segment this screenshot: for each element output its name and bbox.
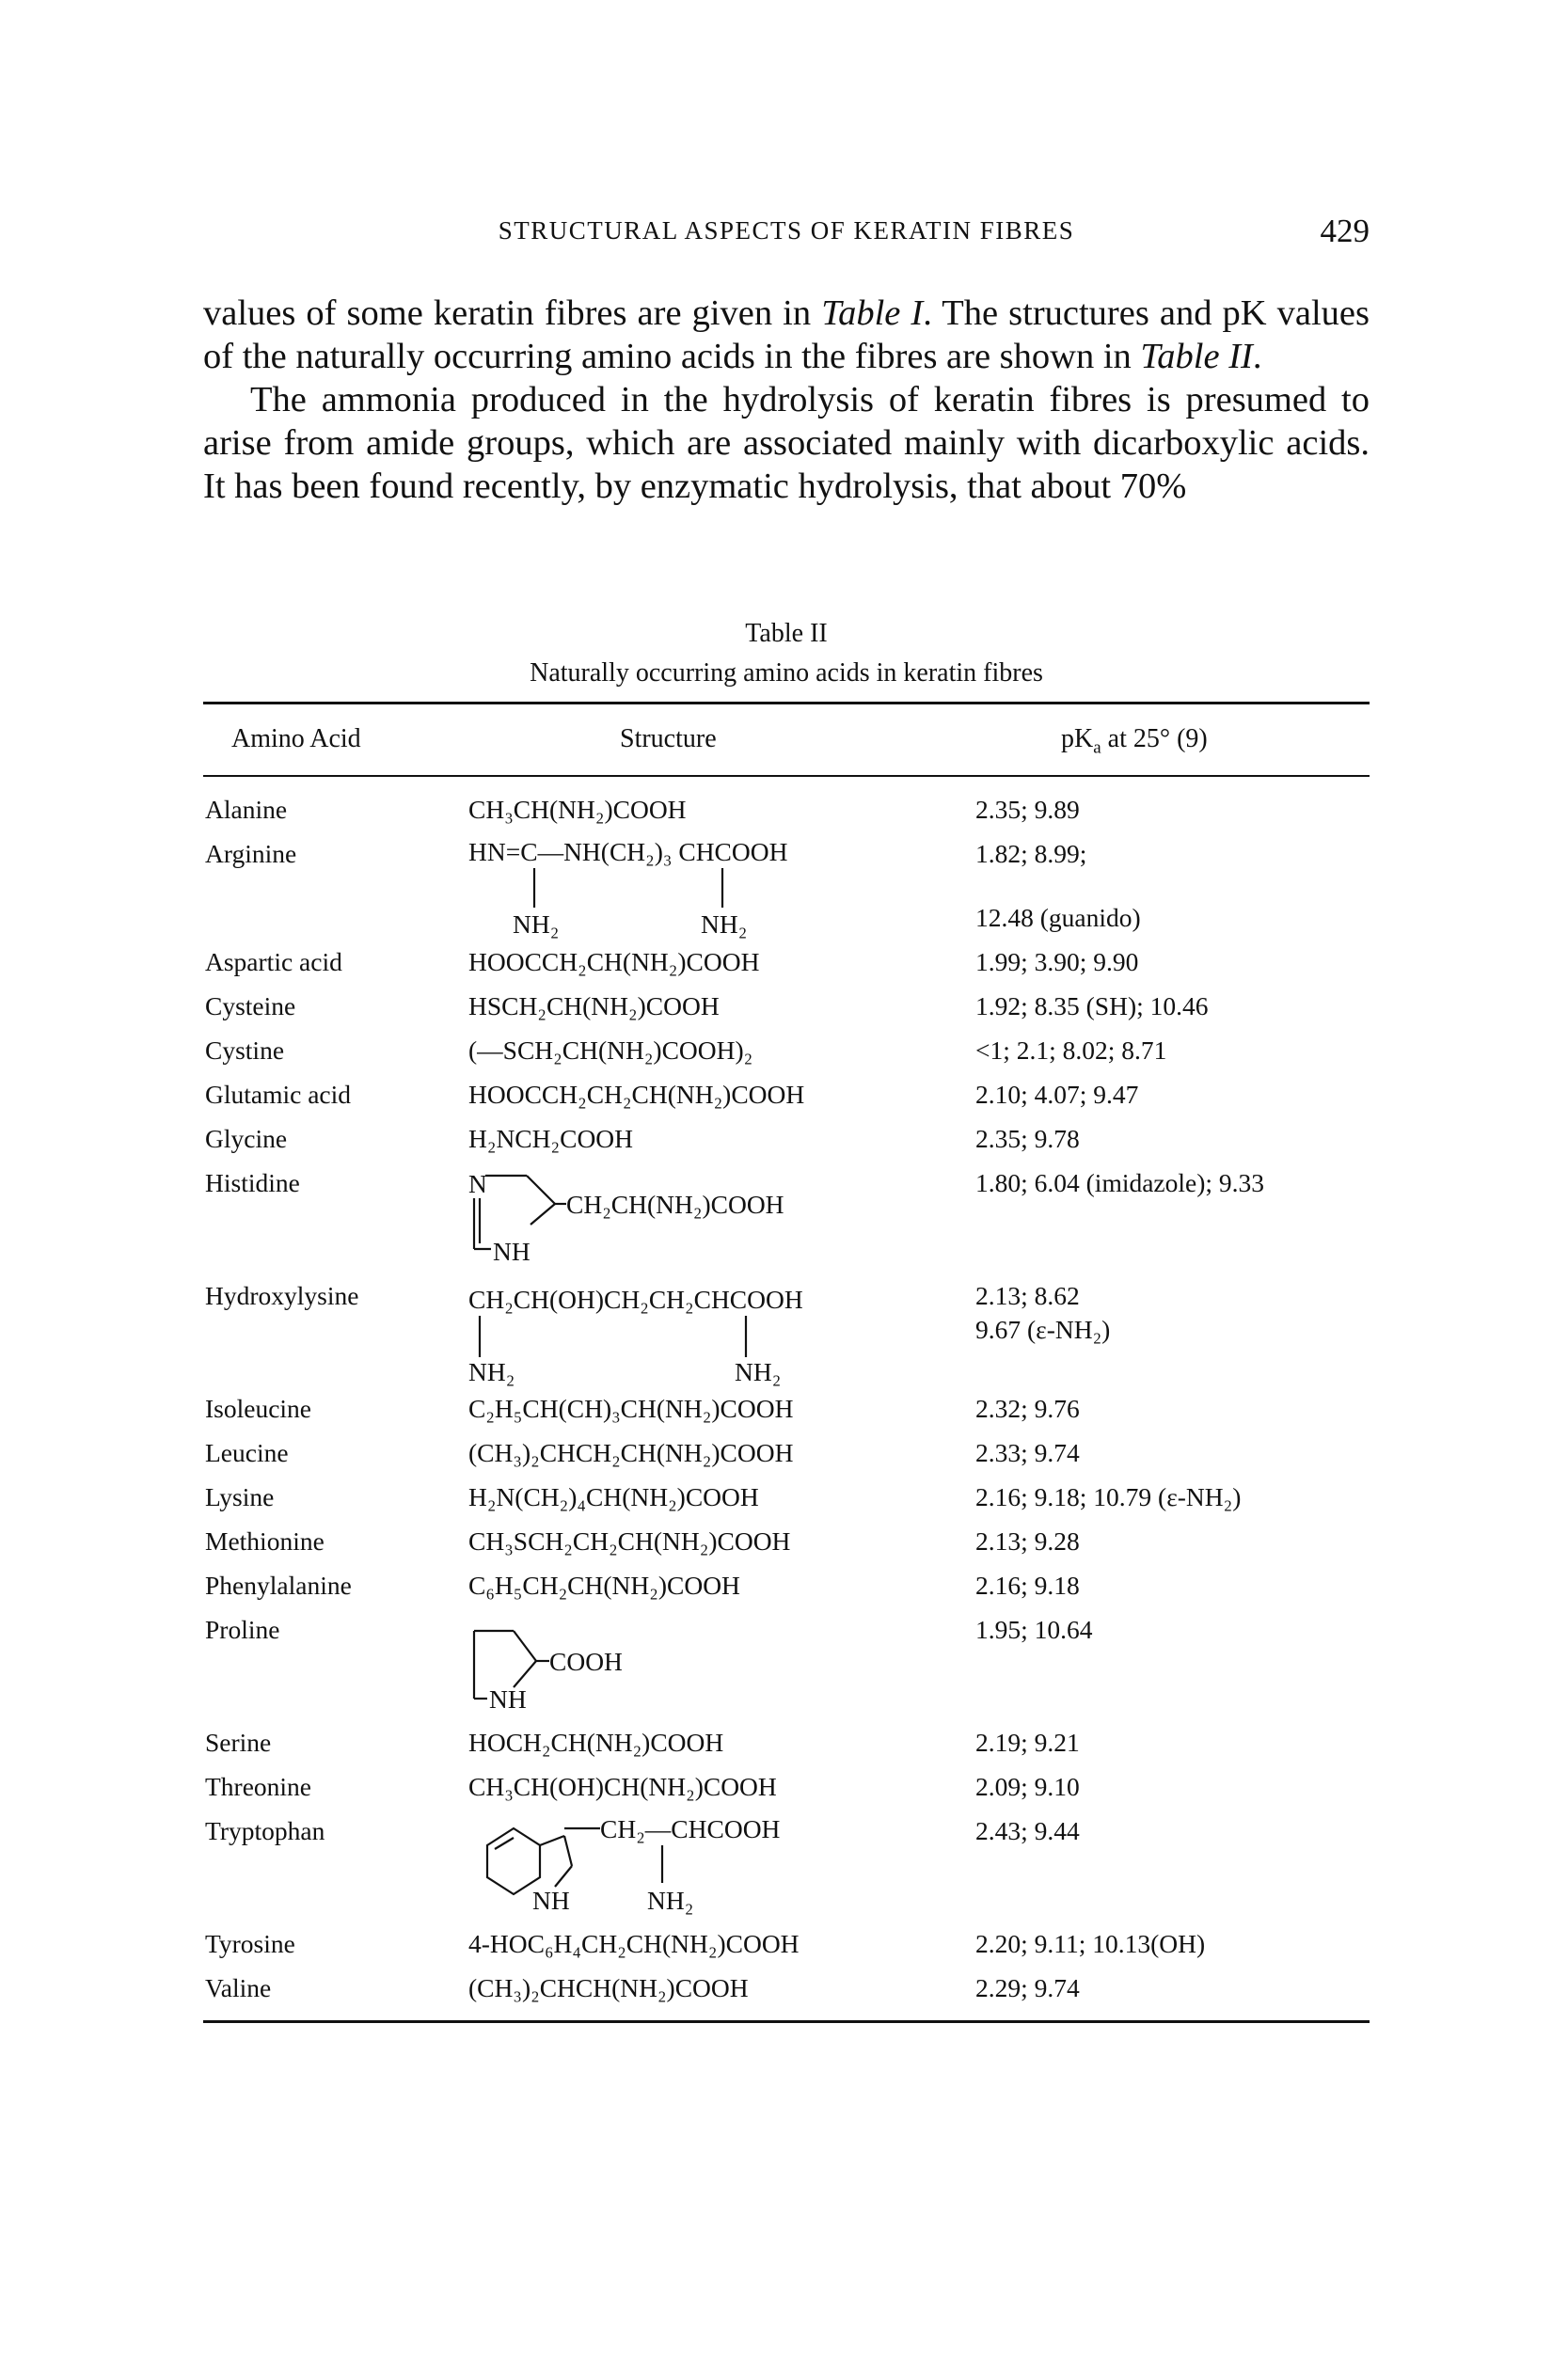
tryptophan-pyrrole-bottom [555,1866,572,1887]
structure-cell: CH₃CH(NH₂)COOH [468,795,687,824]
histidine-n: N [468,1169,487,1198]
arginine-nh2-left: NH₂ [513,909,560,939]
name-cell: Arginine [205,839,297,868]
pka-sub: a [1093,737,1101,758]
histidine-chain: CH₂CH(NH₂)COOH [566,1190,784,1219]
pka-cell: 2.20; 9.11; 10.13(OH) [975,1929,1206,1958]
structure-cell: C₂H₅CH(CH)₃CH(NH₂)COOH [468,1394,794,1423]
tryptophan-chain: CH₂—CHCOOH [600,1814,781,1843]
tryptophan-pyrrole-right [564,1836,572,1866]
name-cell: Proline [205,1615,280,1644]
hydroxylysine-nh2-right: NH₂ [735,1357,782,1386]
pka-cell: 2.33; 9.74 [975,1438,1080,1467]
name-cell: Phenylalanine [205,1571,352,1600]
proline-ring-right-a [514,1631,536,1661]
name-cell: Cysteine [205,991,296,1020]
name-cell: Valine [205,1973,272,2002]
name-cell: Alanine [205,795,288,824]
column-header-amino-acid: Amino Acid [231,724,361,753]
name-cell: Glutamic acid [205,1080,352,1109]
column-header-pka [1061,724,1208,759]
histidine-nh: NH [493,1237,531,1266]
table-ref-2: Table II [1140,337,1253,376]
tryptophan-nh2: NH₂ [647,1886,694,1915]
pka-cell: 2.32; 9.76 [975,1394,1080,1423]
name-cell: Hydroxylysine [205,1281,359,1310]
structure-cell: CH₃SCH₂CH₂CH(NH₂)COOH [468,1526,791,1556]
hydroxylysine-structure [468,1274,920,1386]
paragraph-1-text-c: . [1252,337,1262,376]
pka-cell: 2.10; 4.07; 9.47 [975,1080,1139,1109]
name-cell: Histidine [205,1168,300,1197]
pka-cell: 2.43; 9.44 [975,1816,1080,1845]
proline-structure [468,1616,751,1719]
paragraph-1 [203,292,1370,378]
pka-cell: 1.92; 8.35 (SH); 10.46 [975,991,1209,1020]
table-header-rule [203,775,1370,777]
pka-cell: 2.29; 9.74 [975,1973,1080,2002]
pka-cell: 2.16; 9.18 [975,1571,1080,1600]
pka-cell: 2.13; 9.28 [975,1526,1080,1556]
pka-cell: 2.35; 9.89 [975,795,1080,824]
pka-label: pK [1061,724,1094,753]
arginine-structure [468,832,920,939]
histidine-ring-right-a [527,1176,555,1204]
name-cell: Leucine [205,1438,289,1467]
tryptophan-structure [468,1808,920,1916]
name-cell: Cystine [205,1036,285,1065]
structure-cell: 4-HOC₆H₄CH₂CH(NH₂)COOH [468,1929,800,1958]
page-number: 429 [1320,213,1370,249]
name-cell: Tyrosine [205,1929,295,1958]
table-label: Table II [745,619,828,648]
pka-cell: 2.16; 9.18; 10.79 (ε-NH₂) [975,1482,1242,1511]
name-cell: Isoleucine [205,1394,312,1423]
paragraph-1-text-b: . The structures and pK values of the naturally occurring amino acids in the fibres are shown in [203,293,1370,376]
table-bottom-rule [203,2020,1370,2023]
structure-cell: HOOCCH₂CH(NH₂)COOH [468,947,760,976]
pka-rest: at 25° (9) [1101,724,1208,753]
pka-cell: 2.35; 9.78 [975,1124,1080,1153]
column-header-structure: Structure [620,724,717,753]
structure-cell: (CH₃)₂CHCH₂CH(NH₂)COOH [468,1438,794,1467]
name-cell: Glycine [205,1124,288,1153]
name-cell: Threonine [205,1772,312,1801]
structure-cell: CH₃CH(OH)CH(NH₂)COOH [468,1772,777,1801]
pka-cell: 2.19; 9.21 [975,1728,1080,1757]
histidine-structure [468,1166,901,1270]
proline-ring-right-b [514,1661,536,1687]
name-cell: Aspartic acid [205,947,342,976]
tryptophan-pyrrole-top [540,1836,564,1845]
arginine-formula: HN=C—NH(CH₂)₃ CHCOOH [468,837,788,866]
pka-cell: 2.13; 8.62 [975,1281,1080,1310]
tryptophan-nh: NH [532,1886,570,1915]
proline-cooh: COOH [549,1647,623,1676]
paragraph-2: The ammonia produced in the hydrolysis of keratin fibres is presumed to arise from amide groups, which are associated mainly with dicarboxylic acids. It has been found recently, by enzymatic hydrolysis, that about 70% [203,380,1370,506]
structure-cell: HOCH₂CH(NH₂)COOH [468,1728,724,1757]
pka-cell: 12.48 (guanido) [975,903,1141,932]
structure-cell: H₂NCH₂COOH [468,1124,634,1153]
name-cell: Serine [205,1728,272,1757]
pka-cell: 1.95; 10.64 [975,1615,1093,1644]
pka-cell: 1.80; 6.04 (imidazole); 9.33 [975,1168,1265,1197]
page-header [203,213,1370,254]
pka-cell: 1.82; 8.99; [975,839,1087,868]
name-cell: Tryptophan [205,1816,325,1845]
hydroxylysine-nh2-left: NH₂ [468,1357,515,1386]
arginine-nh2-right: NH₂ [701,909,748,939]
paragraph-1-text-a: values of some keratin fibres are given in [203,293,822,333]
structure-cell: (—SCH₂CH(NH₂)COOH)₂ [468,1036,753,1065]
structure-cell: H₂N(CH₂)₄CH(NH₂)COOH [468,1482,759,1511]
table-caption: Naturally occurring amino acids in keratin fibres [530,658,1043,688]
table-top-rule [203,702,1370,704]
proline-nh: NH [489,1684,527,1714]
histidine-ring-right-b [531,1204,555,1225]
name-cell: Lysine [205,1482,275,1511]
pka-cell: 1.99; 3.90; 9.90 [975,947,1139,976]
structure-cell: HSCH₂CH(NH₂)COOH [468,991,720,1020]
body-text [203,292,1370,508]
pka-cell: 9.67 (ε-NH₂) [975,1315,1111,1344]
structure-cell: HOOCCH₂CH₂CH(NH₂)COOH [468,1080,805,1109]
structure-cell: C₆H₅CH₂CH(NH₂)COOH [468,1571,740,1600]
pka-cell: 2.09; 9.10 [975,1772,1080,1801]
name-cell: Methionine [205,1526,325,1556]
structure-cell: (CH₃)₂CHCH(NH₂)COOH [468,1973,749,2002]
hydroxylysine-formula: CH₂CH(OH)CH₂CH₂CHCOOH [468,1285,803,1314]
table-ref-1: Table I [821,293,924,333]
running-title: STRUCTURAL ASPECTS OF KERATIN FIBRES [498,216,1075,245]
pka-cell: <1; 2.1; 8.02; 8.71 [975,1036,1167,1065]
